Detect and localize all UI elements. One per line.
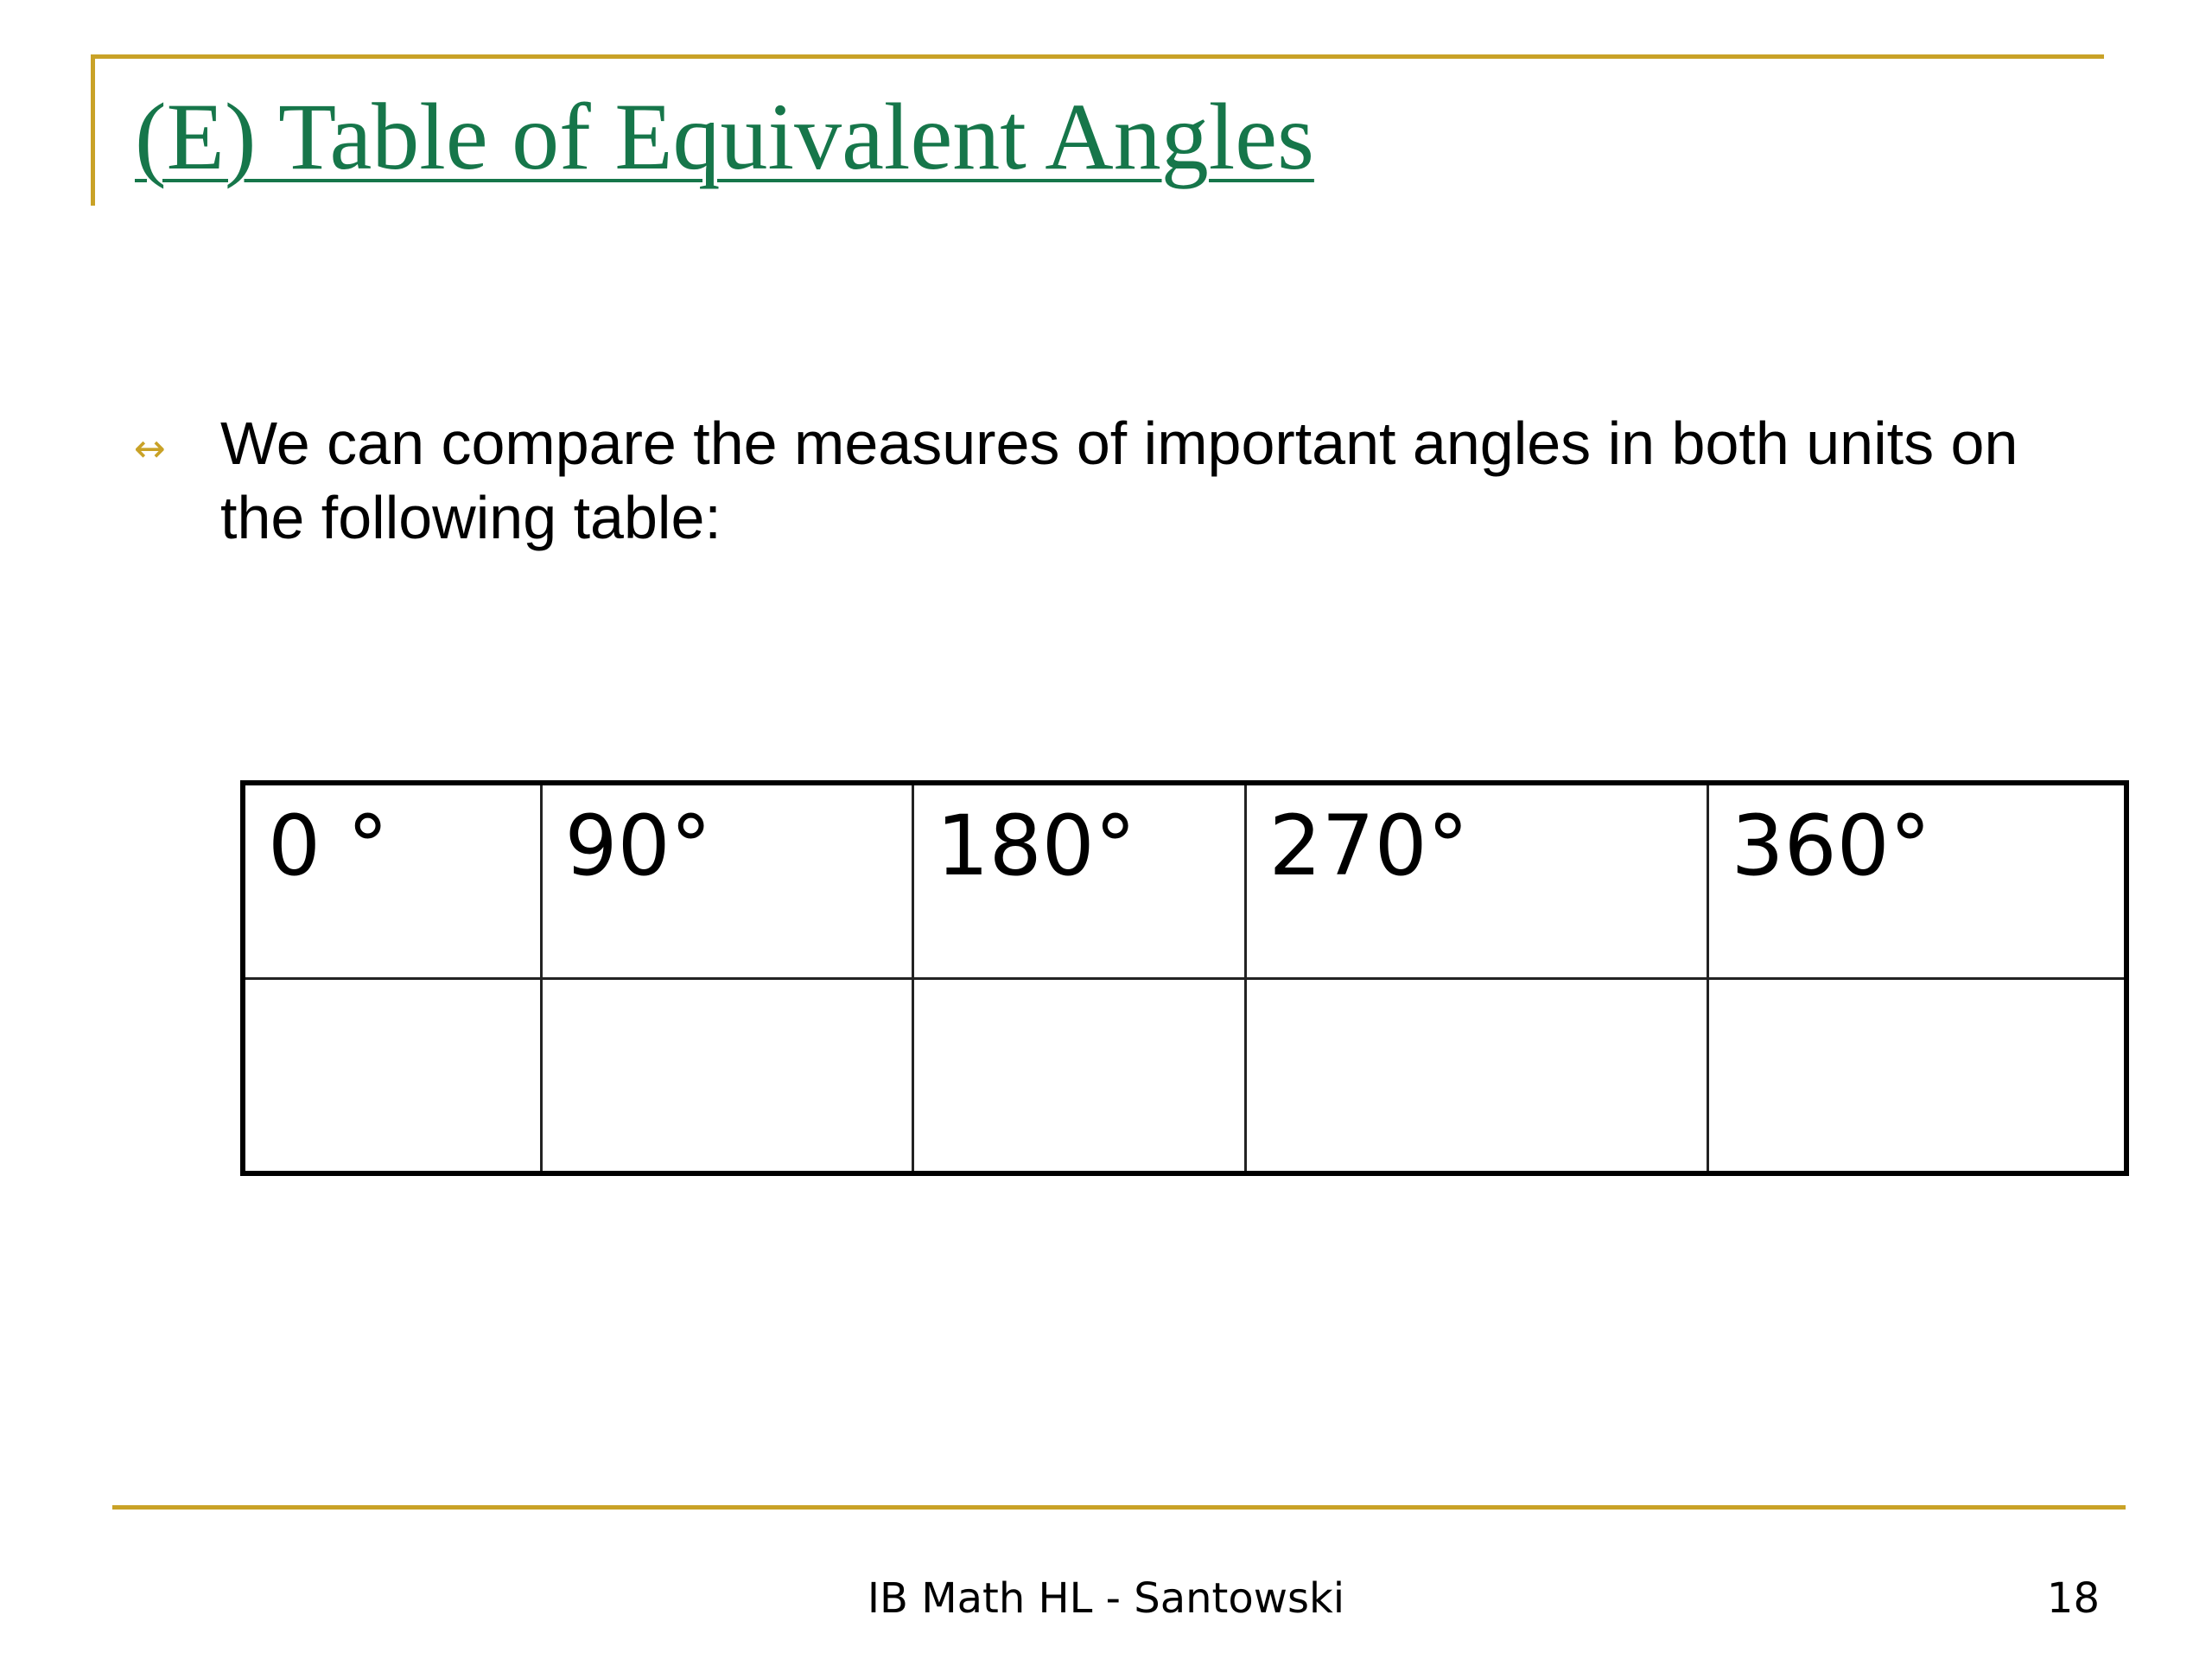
table-cell-270-deg: 270° [1245,783,1707,978]
table-cell-empty [1245,978,1707,1173]
table-cell-empty [541,978,912,1173]
table-cell-empty [1707,978,2126,1173]
double-arrow-icon: ↔ [134,427,166,471]
title-frame-left-rule [91,54,95,206]
table-row-radians [243,978,2126,1173]
table-cell-0-deg: 0 ° [243,783,541,978]
footer-text: IB Math HL - Santowski [867,1574,1345,1623]
bullet-item [134,406,2095,555]
equivalent-angles-table [240,780,2129,1176]
footer-rule [112,1505,2126,1510]
table-cell-empty [912,978,1245,1173]
page-number: 18 [2046,1574,2100,1623]
table-cell-360-deg: 360° [1707,783,2126,978]
table-row-degrees [243,783,2126,978]
table-cell-180-deg: 180° [912,783,1245,978]
title-frame-top-rule [91,54,2104,59]
slide-title: (E) Table of Equivalent Angles [135,84,1314,189]
table-cell-90-deg: 90° [541,783,912,978]
table-cell-empty [243,978,541,1173]
bullet-text: We can compare the measures of important angles in both units on the following table: [220,410,2018,551]
